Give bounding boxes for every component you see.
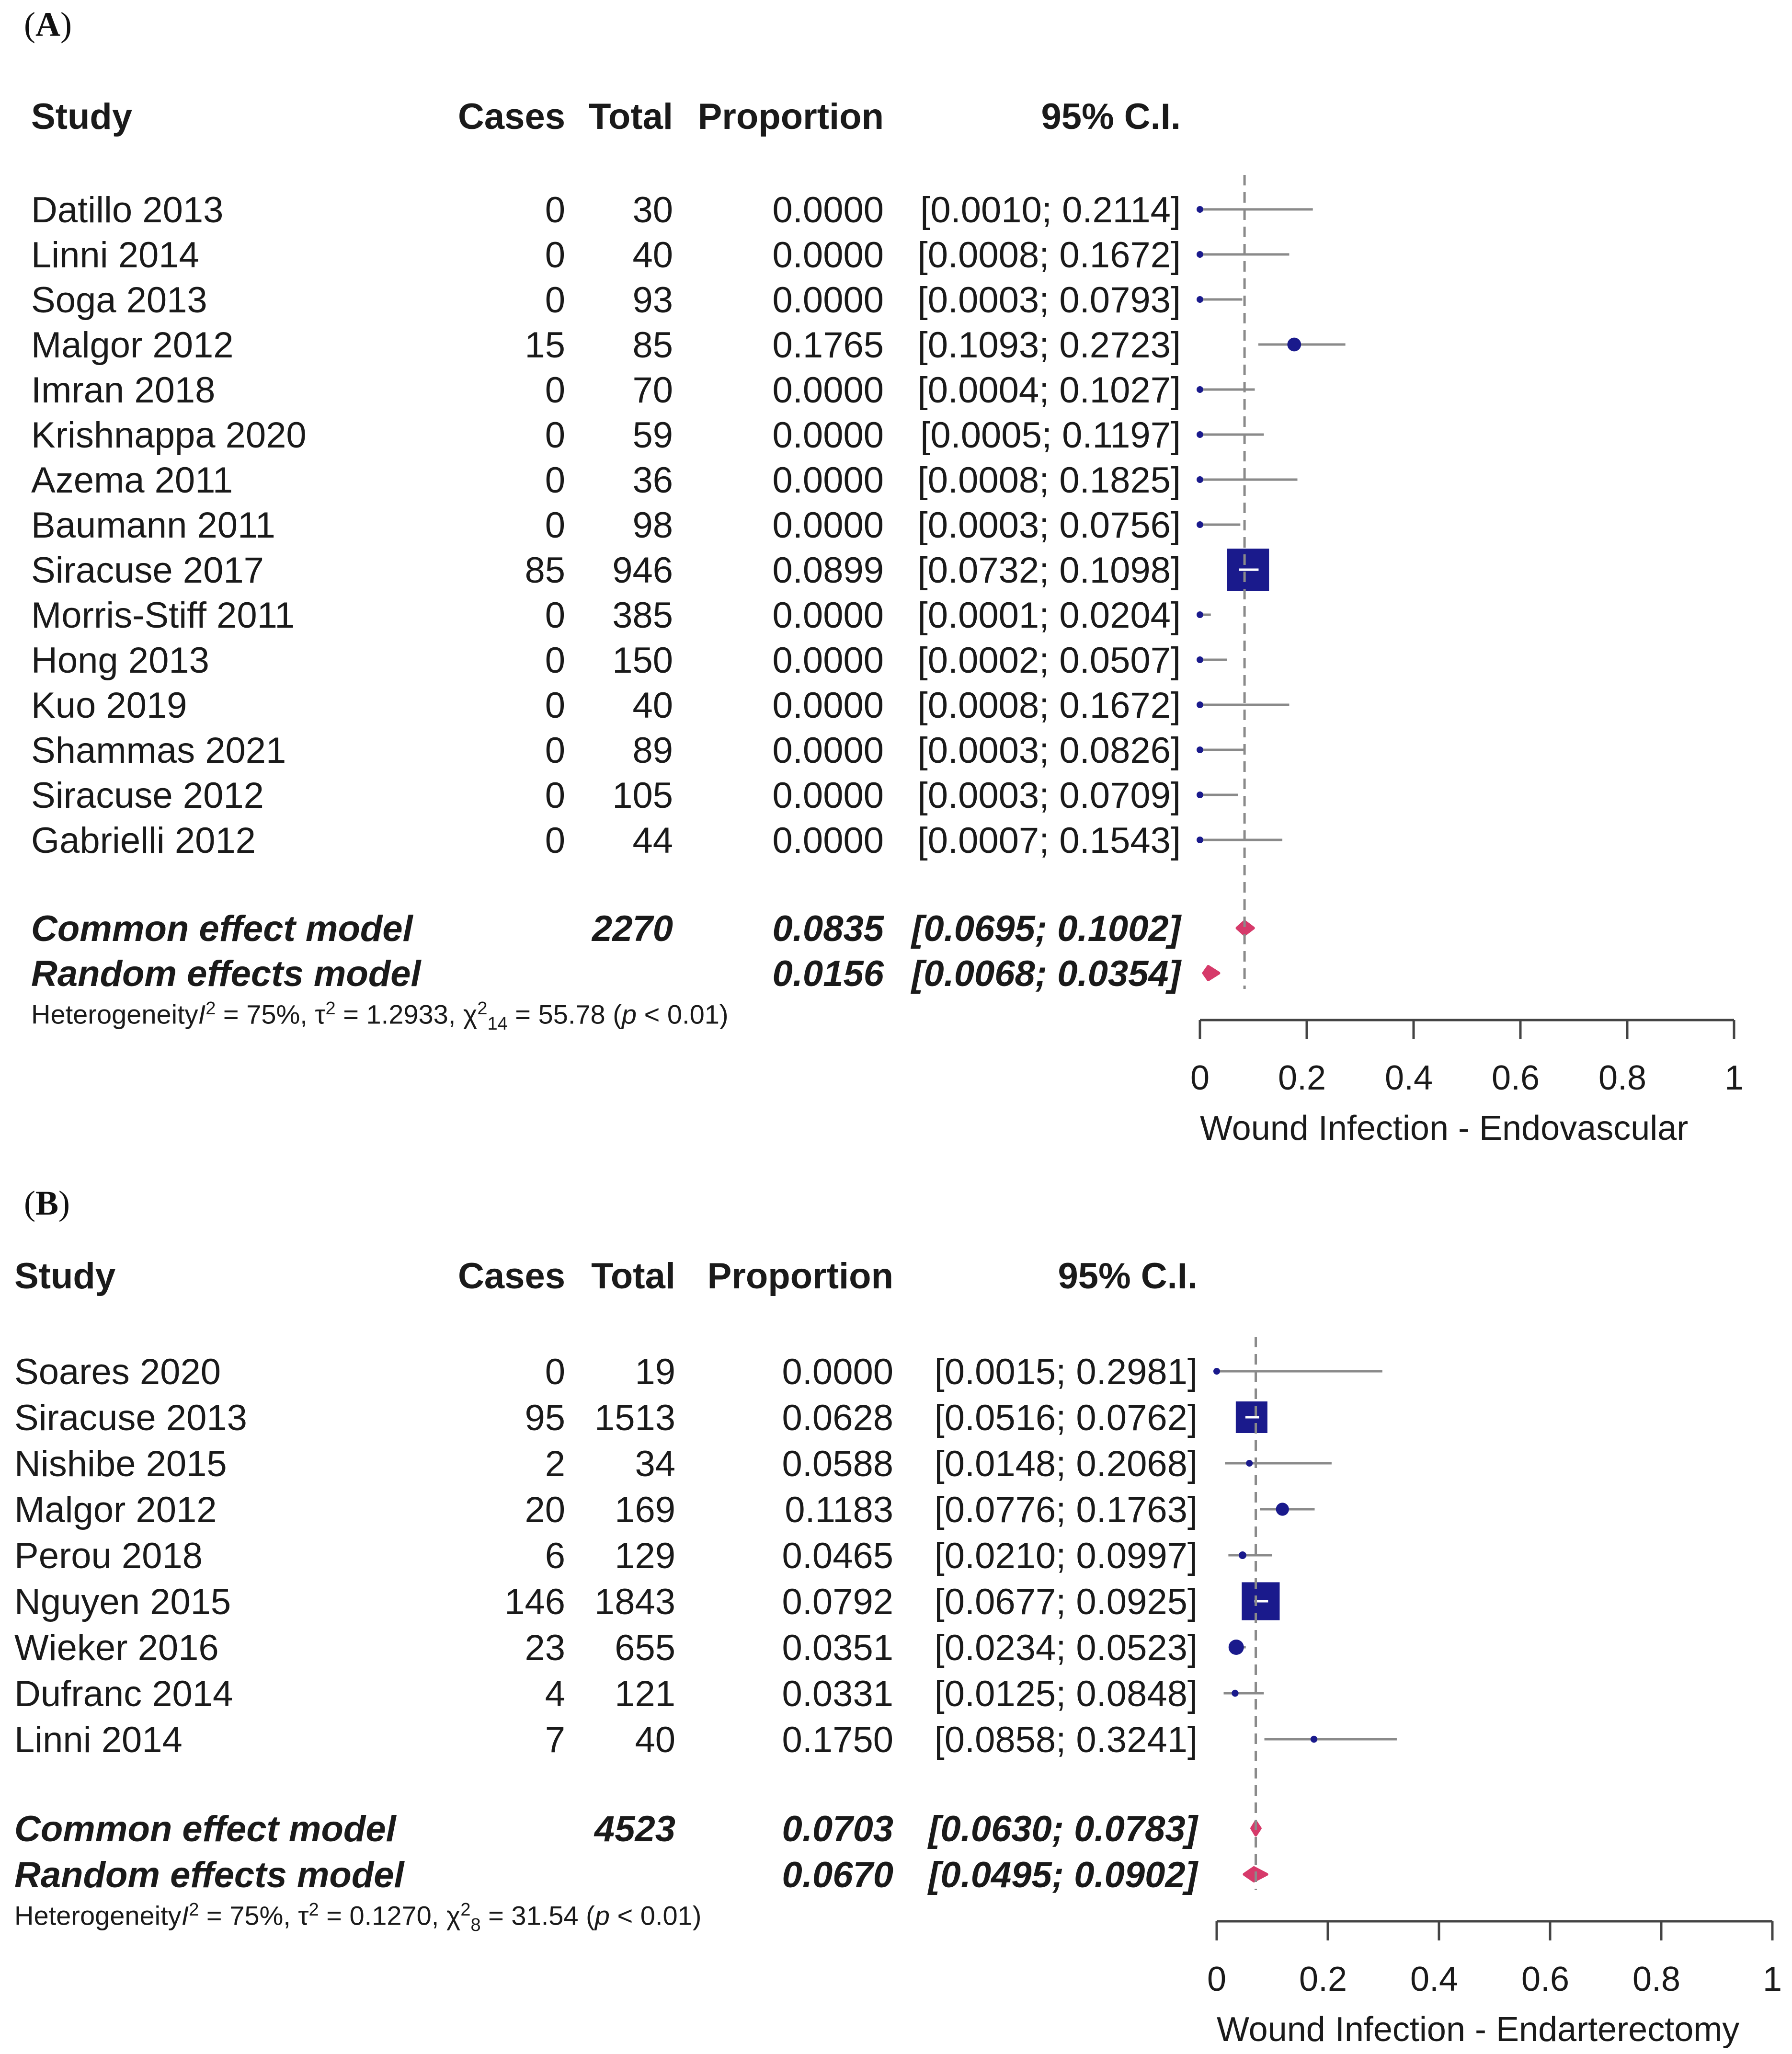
study-ci: [0.0776; 0.1763] [934,1490,1198,1530]
column-header-study: Study [14,1256,116,1297]
study-total: 34 [635,1444,675,1484]
study-ci: [0.0010; 0.2114] [920,190,1181,230]
study-name: Morris-Stiff 2011 [31,595,295,636]
study-cases: 0 [545,460,565,501]
study-proportion: 0.0000 [772,190,884,230]
paren-open: ( [578,1900,595,1931]
study-name: Nguyen 2015 [14,1582,231,1622]
common-model-label: Common effect model [14,1809,396,1849]
study-ci: [0.0003; 0.0826] [917,730,1181,771]
study-name: Imran 2018 [31,370,216,411]
study-total: 98 [632,505,673,546]
study-name: Baumann 2011 [31,505,275,546]
study-cases: 0 [545,415,565,456]
tau2-value: 0.1270 [349,1900,432,1931]
study-total: 40 [635,1720,675,1760]
study-name: Malgor 2012 [31,325,234,366]
study-ci: [0.0858; 0.3241] [934,1720,1198,1760]
chi-symbol: , χ [431,1900,461,1931]
study-cases: 85 [525,550,565,591]
space [637,999,644,1030]
study-proportion: 0.0000 [772,280,884,321]
heterogeneity-text [14,1900,701,1936]
study-total: 655 [615,1628,675,1668]
x-axis-tick-label: 0 [1207,1960,1227,1998]
study-point-estimate [1197,792,1203,798]
random-model-diamond [1204,966,1219,980]
study-point-estimate [1287,338,1301,352]
study-ci: [0.0003; 0.0793] [917,280,1181,321]
study-total: 85 [632,325,673,366]
study-proportion: 0.0000 [772,415,884,456]
study-point-estimate [1197,656,1203,663]
study-cases: 0 [545,505,565,546]
study-ci: [0.0125; 0.0848] [934,1674,1198,1714]
study-point-estimate [1197,206,1203,213]
study-total: 36 [632,460,673,501]
column-header-cases: Cases [458,1256,565,1297]
p-value: < 0.01 [644,999,719,1030]
p-value: < 0.01 [617,1900,693,1931]
study-proportion: 0.0000 [772,505,884,546]
tau2-superscript: 2 [325,998,336,1019]
paren-close: ) [719,999,729,1030]
study-total: 40 [632,235,673,275]
common-model-total: 4523 [594,1809,675,1849]
panel-label: (B) [24,1184,70,1222]
chi-symbol: , χ [448,999,478,1030]
study-name: Nishibe 2015 [14,1444,227,1484]
study-cases: 0 [545,775,565,816]
eq-sign: = [507,999,538,1030]
study-proportion: 0.1183 [785,1490,893,1530]
study-point-estimate [1197,521,1203,528]
study-ci: [0.0148; 0.2068] [934,1444,1198,1484]
common-model-total: 2270 [592,908,673,949]
column-header-cases: Cases [458,96,565,137]
study-name: Datillo 2013 [31,190,224,230]
column-header-proportion: Proportion [697,96,884,137]
study-cases: 0 [545,280,565,321]
eq-sign: = [216,999,247,1030]
study-point-estimate [1197,431,1203,438]
study-ci: [0.0516; 0.0762] [934,1398,1198,1438]
study-cases: 2 [545,1444,565,1484]
study-name: Linni 2014 [14,1720,183,1760]
study-name: Krishnappa 2020 [31,415,307,456]
tau-symbol: , τ [300,999,326,1030]
tau-symbol: , τ [283,1900,309,1931]
random-model-proportion: 0.0156 [772,953,884,994]
study-total: 40 [632,685,673,726]
x-axis-tick-label: 0.2 [1299,1960,1347,1998]
study-cases: 0 [545,595,565,636]
study-point-estimate [1311,1736,1317,1743]
study-total: 1843 [594,1582,675,1622]
study-ci: [0.0210; 0.0997] [934,1536,1198,1576]
i2-value: 75% [229,1900,284,1931]
study-ci: [0.0002; 0.0507] [917,640,1181,681]
study-ci: [0.0234; 0.0523] [934,1628,1198,1668]
study-ci: [0.0732; 0.1098] [917,550,1181,591]
study-proportion: 0.0351 [782,1628,893,1668]
study-total: 70 [632,370,673,411]
study-name: Siracuse 2013 [14,1398,247,1438]
study-point-estimate [1246,1460,1253,1467]
study-name: Malgor 2012 [14,1490,217,1530]
study-name: Hong 2013 [31,640,209,681]
x-axis-tick-label: 0.8 [1632,1960,1681,1998]
x-axis-tick-label: 1 [1724,1059,1744,1097]
study-total: 129 [615,1536,675,1576]
panel-label-letter: A [35,5,60,44]
common-model-ci: [0.0695; 0.1002] [912,908,1181,949]
study-cases: 0 [545,820,565,861]
study-point-estimate [1197,837,1203,843]
forest-plot-panel-b [0,1159,1792,2054]
study-total: 59 [632,415,673,456]
p-symbol: p [621,999,637,1030]
x-axis-label: Wound Infection - Endarterectomy [1217,2010,1740,2049]
chi2-superscript: 2 [477,998,488,1019]
x-axis-tick-label: 0.6 [1521,1960,1570,1998]
eq-sign: = [335,999,366,1030]
x-axis-tick-label: 0.8 [1598,1059,1647,1097]
random-model-proportion: 0.0670 [782,1855,893,1895]
random-model-ci: [0.0495; 0.0902] [928,1855,1198,1895]
i2-symbol: I [198,999,206,1030]
study-proportion: 0.0628 [782,1398,893,1438]
study-proportion: 0.0000 [772,640,884,681]
study-proportion: 0.0000 [782,1352,893,1392]
column-header-total: Total [591,1256,675,1297]
study-name: Linni 2014 [31,235,199,275]
study-cases: 0 [545,685,565,726]
study-proportion: 0.0000 [772,730,884,771]
study-total: 121 [615,1674,675,1714]
p-symbol: p [594,1900,610,1931]
panel-label-letter: B [35,1184,59,1222]
heterogeneity-text [31,998,729,1034]
study-cases: 0 [545,730,565,771]
common-model-label: Common effect model [31,908,413,949]
common-model-ci: [0.0630; 0.0783] [928,1809,1198,1849]
study-total: 105 [612,775,673,816]
heterogeneity-prefix: Heterogeneity [31,999,198,1030]
eq-sign: = [480,1900,512,1931]
study-name: Siracuse 2012 [31,775,264,816]
study-proportion: 0.1750 [782,1720,893,1760]
study-ci: [0.0003; 0.0709] [917,775,1181,816]
study-point-estimate [1197,746,1203,753]
study-cases: 95 [525,1398,565,1438]
chi2-superscript: 2 [460,1900,471,1920]
study-proportion: 0.0000 [772,685,884,726]
study-point-estimate [1232,1690,1238,1697]
study-ci: [0.0677; 0.0925] [934,1582,1198,1622]
panel-label: (A) [24,5,72,44]
study-total: 169 [615,1490,675,1530]
study-proportion: 0.0000 [772,370,884,411]
chi2-df: 8 [470,1915,481,1935]
study-name: Dufranc 2014 [14,1674,233,1714]
x-axis-tick-label: 0.4 [1410,1960,1459,1998]
study-cases: 4 [545,1674,565,1714]
study-point-estimate [1197,251,1203,258]
column-header-ci: 95% C.I. [1058,1256,1198,1297]
study-ci: [0.0008; 0.1825] [917,460,1181,501]
i2-value: 75% [246,999,300,1030]
study-point-estimate [1197,611,1203,618]
study-point-estimate [1229,1640,1244,1655]
study-proportion: 0.0000 [772,460,884,501]
study-point-estimate [1213,1368,1220,1375]
study-ci: [0.0004; 0.1027] [917,370,1181,411]
study-cases: 23 [525,1628,565,1668]
study-ci: [0.0005; 0.1197] [920,415,1181,456]
study-ci: [0.0001; 0.0204] [917,595,1181,636]
study-cases: 7 [545,1720,565,1760]
x-axis-tick-label: 0.2 [1278,1059,1326,1097]
study-point-estimate [1197,701,1203,708]
study-proportion: 0.0000 [772,235,884,275]
study-cases: 146 [504,1582,565,1622]
heterogeneity-prefix: Heterogeneity [14,1900,182,1931]
study-proportion: 0.0000 [772,775,884,816]
study-ci: [0.0008; 0.1672] [917,235,1181,275]
study-proportion: 0.0588 [782,1444,893,1484]
eq-sign: = [199,1900,230,1931]
study-proportion: 0.0000 [772,595,884,636]
tau2-superscript: 2 [308,1900,319,1920]
chi2-df: 14 [487,1013,508,1034]
study-total: 150 [612,640,673,681]
i2-superscript: 2 [205,998,216,1019]
chi2-value: 55.78 [538,999,605,1030]
study-cases: 6 [545,1536,565,1576]
study-name: Azema 2011 [31,460,233,501]
study-name: Soares 2020 [14,1352,221,1392]
study-proportion: 0.0331 [782,1674,893,1714]
study-cases: 0 [545,370,565,411]
common-model-proportion: 0.0703 [782,1809,893,1849]
study-name: Wieker 2016 [14,1628,219,1668]
study-proportion: 0.0465 [782,1536,893,1576]
column-header-study: Study [31,96,133,137]
study-name: Shammas 2021 [31,730,286,771]
study-cases: 15 [525,325,565,366]
study-point-estimate [1276,1503,1289,1515]
random-model-ci: [0.0068; 0.0354] [912,953,1181,994]
random-model-label: Random effects model [31,953,421,994]
study-total: 19 [635,1352,675,1392]
x-axis-tick-label: 0 [1190,1059,1210,1097]
tau2-value: 1.2933 [366,999,448,1030]
study-cases: 20 [525,1490,565,1530]
study-total: 44 [632,820,673,861]
column-header-total: Total [589,96,673,137]
study-name: Siracuse 2017 [31,550,264,591]
study-cases: 0 [545,235,565,275]
study-total: 946 [612,550,673,591]
study-proportion: 0.1765 [772,325,884,366]
column-header-ci: 95% C.I. [1041,96,1181,137]
study-point-estimate [1239,1551,1246,1559]
study-ci: [0.0008; 0.1672] [917,685,1181,726]
common-model-proportion: 0.0835 [772,908,884,949]
study-cases: 0 [545,190,565,230]
study-total: 93 [632,280,673,321]
study-point-estimate [1197,476,1203,483]
study-cases: 0 [545,640,565,681]
study-total: 89 [632,730,673,771]
study-ci: [0.1093; 0.2723] [917,325,1181,366]
chi2-value: 31.54 [511,1900,579,1931]
eq-sign: = [319,1900,350,1931]
study-ci: [0.0007; 0.1543] [917,820,1181,861]
study-total: 30 [632,190,673,230]
study-total: 1513 [594,1398,675,1438]
study-point-estimate [1197,386,1203,393]
study-proportion: 0.0899 [772,550,884,591]
i2-superscript: 2 [189,1900,199,1920]
study-ci: [0.0015; 0.2981] [934,1352,1198,1392]
column-header-proportion: Proportion [707,1256,893,1297]
paren-close: ) [692,1900,702,1931]
study-proportion: 0.0000 [772,820,884,861]
study-cases: 0 [545,1352,565,1392]
x-axis-tick-label: 1 [1763,1960,1782,1998]
x-axis-tick-label: 0.4 [1385,1059,1433,1097]
study-name: Perou 2018 [14,1536,203,1576]
x-axis-tick-label: 0.6 [1492,1059,1540,1097]
study-name: Gabrielli 2012 [31,820,256,861]
random-model-label: Random effects model [14,1855,404,1895]
space [610,1901,617,1931]
study-total: 385 [612,595,673,636]
i2-symbol: I [181,1900,189,1931]
x-axis-label: Wound Infection - Endovascular [1200,1109,1689,1147]
study-point-estimate [1197,296,1203,303]
study-ci: [0.0003; 0.0756] [917,505,1181,546]
study-proportion: 0.0792 [782,1582,893,1622]
study-name: Soga 2013 [31,280,207,321]
study-name: Kuo 2019 [31,685,187,726]
paren-open: ( [605,999,622,1030]
